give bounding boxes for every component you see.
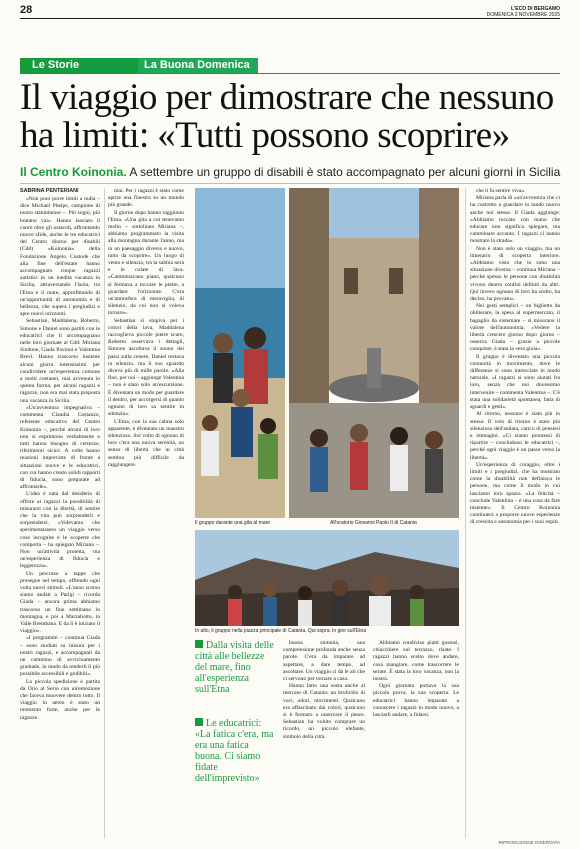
article-column-1 — [20, 188, 100, 838]
column-divider — [104, 188, 105, 838]
headline: Il viaggio per dimostrare che nessuno ha limiti: «Tutti possono scoprire» — [20, 77, 554, 156]
pullquote-2 — [195, 718, 275, 784]
paragraph: Abbiamo condiviso piatti gustosi, chiacchiere sul terrazzo, risate. I ragazzi hanno scelto dove andare, cosa mangiare, come trascorrere le serate. È stata la loro vacanza, non la nostra. — [373, 640, 459, 683]
pullquote-1-text: Dalla visita delle città alle bellezze del mare, fino all'esperienza sull'Etna — [195, 640, 274, 695]
article-column-2 — [108, 188, 184, 838]
article-column-5 — [373, 640, 459, 838]
paragraph: Il giorno dopo hanno raggiunto l'Etna. «Una gita a cui tenevamo molto – sottolinea Miriana –, abbiamo programmato la visita alla montagna durante l'anno, ma in un paesaggio diverso e nuovo, tutto da scoprire». Un luogo di vento e silenzio, tra la sabbia nera e le colate di lava. «Camminavano piano, qualcuno si fermava a toccare le pietre, a guardare l'orizzonte. C'era un'atmosfera di meraviglia, di silenzio, da cui non si voleva tornare». — [108, 209, 184, 317]
quote-marker-icon — [195, 640, 203, 648]
paragraph: Al ritorno, nessuno è stato più lo stesso. Il volo di ritorno è stato più silenzioso dell'andata, carico di pensieri e immagini. «Ci siamo promessi di ripartire – concludono le educatrici –, perché ogni viaggio è un passo verso la libertà». — [470, 411, 560, 461]
paragraph: «I programmi – continua Giada – sono studiati su misura per i nostri ragazzi, e accompagnati da un cammino di avvicinamento graduale, in modo da renderli il più possibile accessibili e godibili». — [20, 635, 100, 678]
article-column-6 — [470, 188, 560, 838]
photo-catania-oratory — [289, 188, 459, 518]
paragraph: L'Etna, con la sua calma solo apparente, è diventato un maestro silenzioso. Sul volto di ognuno di loro c'era una nuova serenità, un senso di libertà che in città sembra più difficile da raggiungere. — [108, 418, 184, 468]
paragraph: mai. Per i ragazzi è stato come aprire una finestra su un mondo più grande. — [108, 188, 184, 209]
copyright-note: RIPRODUZIONE RISERVATA — [498, 840, 560, 845]
photo-caption-left: Il gruppo durante una gita al mare — [195, 520, 271, 526]
section-secondary: La Buona Domenica — [138, 58, 258, 73]
quote-marker-icon — [195, 718, 203, 726]
deck — [20, 165, 565, 179]
photo-caption-bottom: In alto, il gruppo nella piazza principale di Catania. Qui sopra, in gire sull'Etna — [195, 628, 367, 634]
paragraph: «Un'avventura impegnativa – commenta Claudia Costanzo, referente educativo del Centro Koinonia –, perché alcuni di loro non si esprimono verbalmente e tutti hanno bisogno di certezze, riferimenti sicuri. A volte hanno reazioni impreviste di fronte a situazioni nuove e le educatrici, con cui hanno creato solidi rapporti di fiducia, sono preparate ad affrontarle». — [20, 404, 100, 491]
page-number: 28 — [20, 4, 33, 16]
deck-lead: Il Centro Koinonia. — [20, 165, 127, 179]
paragraph: Nei gesti semplici – un biglietto da obliterare, la spesa al supermercato, il bagaglio da sistemare – si misurano il valore dell'autonomia. «Vedere la libertà crescere giorno dopo giorno – osserva Giada – grazie a piccole conquiste, è stata la vera gioia». — [470, 303, 560, 353]
photo-etna-group-image — [195, 530, 459, 626]
paragraph: Ogni giornata portava la sua piccola prova, la sua scoperta. Le educatrici hanno imparato a conoscere i ragazzi in modo nuovo, a lasciarli andare, a fidarsi. — [373, 683, 459, 719]
pullquote-1 — [195, 640, 275, 695]
paragraph: Non è stato solo un viaggio, ma un itinerario di scoperta interiore. «Abbiamo visto che lo sono una situazione diversa – continua Miriana – perché spesso le persone con disabilità vivono dentro confini definiti da altri. Qui invece ognuno di loro ha scelto, ha deciso, ha provato». — [470, 245, 560, 303]
paragraph: Hanno fatto una sosta anche al mercato di Catania: un brulichio di voci, odori, movimenti. Qualcuno era affascinato dai colori, qualcuno si è fermato a osservare il pesce. Sebastian ha voluto comprare un ricordo, un piccolo elefante, simbolo della città. — [283, 683, 365, 740]
deck-text: A settembre un gruppo di disabili è stato accompagnato per alcuni giorni in Sicilia — [126, 165, 561, 179]
photo-caption-right: All'oratorio Giovanni Paolo II di Catania — [330, 520, 417, 526]
paper-name: L'ECO DI BERGAMO — [511, 6, 560, 12]
paragraph: che ti fa sentire viva». — [476, 188, 526, 194]
section-rule — [20, 73, 560, 74]
paragraph: «Non puoi porre limiti a nulla – dice Michael Phelps, campione di nuoto statunitense –. Più sogni, più lontano vai». Hanno lasciato il cuore oltre gli ostacoli, affrontando nuove sfide, anche le tre educatrici del Centro diurno per disabili (Cdd) «Koinonia» della Fondazione Angelo Custode che alla fine dell'estate hanno accompagnato cinque ragazzi autistici in un inedita vacanza in Sicilia, attraversando l'isola, tra l'Etna e il mare, approfittando di un'opportunità di autonomia e di bellezza, che supera i pregiudizi e apre nuovi orizzonti. — [20, 196, 100, 318]
photo-etna-group — [195, 530, 459, 626]
pullquote-2-text: Le educatrici: «La fatica c'era, ma era una fatica buona. Ci siamo fidate dell'imprevisto» — [195, 718, 274, 784]
paragraph: buona sintonia, una comprensione profonda anche senza parole. C'era da imparare ad aspettare, a dare tempo, ad ascoltare. Un viaggio ci dà le ali che ci servono per tornare a casa. — [283, 640, 365, 683]
photo-sea-group-image — [195, 188, 285, 518]
paragraph: Il gruppo è diventato una piccola comunità in movimento, dove le differenze si sono intrecciate in modo naturale. «I ragazzi si sono aiutati fra loro, senza che noi dovessimo intervenire – commenta Valentina –. C'è stata una solidarietà spontanea, fatta di sguardi e gesti». — [470, 353, 560, 411]
photo-sea-group — [195, 188, 285, 518]
top-rule — [20, 18, 560, 19]
paragraph: L'idea è nata dal desiderio di offrire ai ragazzi la possibilità di misurarsi con la libertà, di sentire che la vita può sorprenderli e sorprendersi. «Volevamo che sperimentassero un viaggio verso cose incognite e le scoperte che comporta – ha spiegato Miriana –. Non un'attività protetta, ma un'esperienza di fiducia e leggerezza». — [20, 491, 100, 570]
byline: SABRINA PENTERIANI — [20, 188, 79, 194]
deck-rule — [20, 183, 560, 184]
paragraph: Sebastian, Maddalena, Roberto, Simone e Daniel sono partiti con le educatrici che li accompagnano nelle loro giornate al Cdd: Miriana Sindone, Giada Pavioni e Valentina Brevi. Hanno trascorso insieme alcuni giorni intensissimi per condividere un'esperienza comune a molti coetanei, mai avvenuta in questa forma, per alcuni ragazzi e ragazze, non era mai stata proposta una vacanza in Sicilia. — [20, 318, 100, 404]
paragraph: Un'esperienza di coraggio, oltre i limiti e i pregiudizi, che ha mostrato come la disabilità non definisca le persone, ma come il modo in cui lasciamo loro spazio. «La felicità – conclude Valentina – è una cosa da fare insieme». Il Centro Koinonia continuerà a proporre nuove esperienze di crescita e autonomia per i suoi ospiti. — [470, 461, 560, 526]
section-primary: Le Storie — [20, 58, 138, 73]
paragraph: Sebastian si stupiva per i colori della lava, Maddalena raccoglieva piccole pietre scure, Roberto osservava i dettagli, Simone ascoltava il suono dei passi sulla cenere, Daniel restava in silenzio, ma il suo sguardo diceva più di mille parole. «Alla fine, per noi – aggiunge Valentina – non è stato solo un'escursione. È diventata un modo per guardare il dentro, per accorgersi di quanto ognuno di loro sa sentire in silenzio». — [108, 317, 184, 418]
column-divider — [465, 188, 466, 838]
issue-date: DOMENICA 2 NOVEMBRE 2025 — [486, 12, 560, 18]
paragraph: La piccola spedizione è partita da Orio al Serio con un'emozione che faceva muovere dentro tutto. Il viaggio in aereo è stato un momento forte, anche per le ragazze. — [20, 678, 100, 721]
photo-catania-oratory-image — [289, 188, 459, 518]
article-column-4 — [283, 640, 365, 838]
paragraph: Un percorso a tappe che prosegue nel tempo, offrendo ogni volta nuovi stimoli. «L'anno scorso siamo andati a Parigi – ricorda Giada – ancora prima abbiamo trascorso un fine settimana in montagna, e poi a Marzabotto, in Valle Brembana. E da lì è iniziato il viaggio». — [20, 570, 100, 635]
paragraph: Miriana parla di «un'avventura che ci ha costretto a guardare in modo nuovo anche noi stesse. Il Giada aggiunge: «Abbiamo toccato con mano che educare non significa spiegare, ma camminare accanto. I ragazzi ci hanno mostrato la strada». — [470, 195, 560, 245]
section-bar — [20, 58, 258, 73]
masthead — [487, 6, 560, 18]
